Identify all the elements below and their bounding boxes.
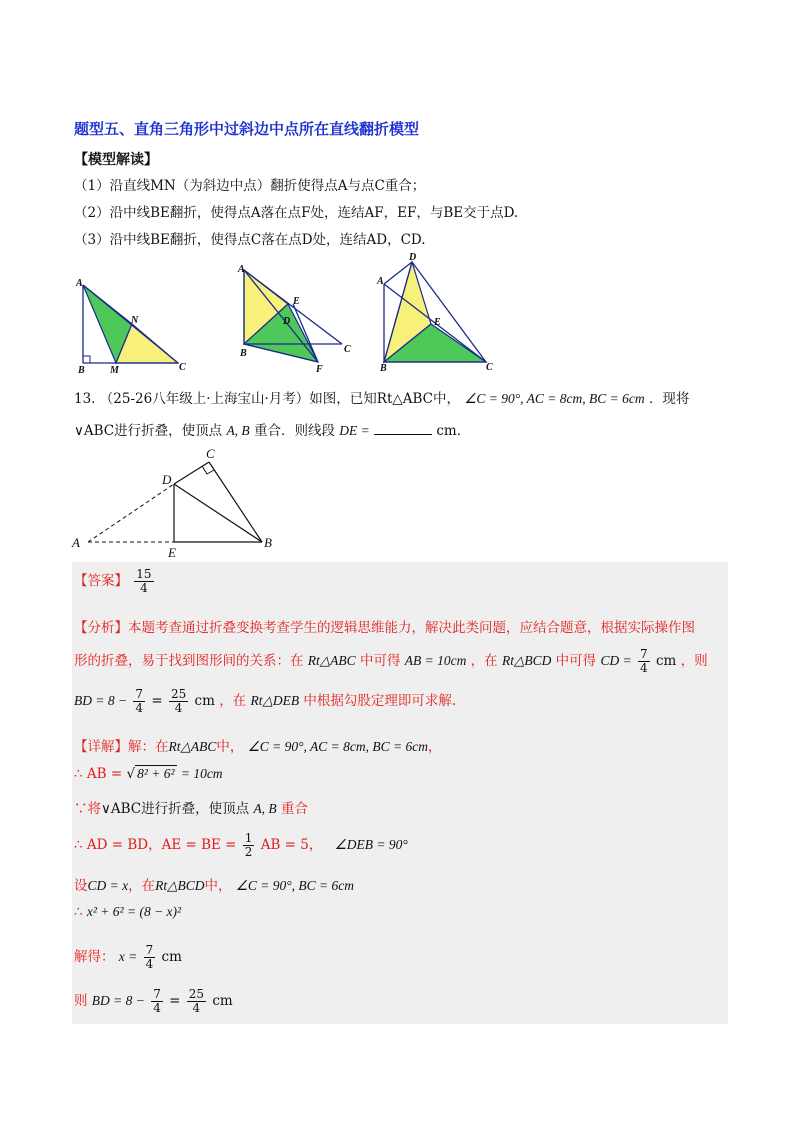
model-header: 【模型解读】 xyxy=(74,152,158,168)
analysis-line-2: 形的折叠，易于找到图形间的关系：在 Rt△ABC 中可得 AB = 10cm ，在 Rt△BCD 中可得 CD = $\frac{7}{4}$ cm ，则 xyxy=(74,647,708,676)
problem-text-a: ∨ABC进行折叠，使顶点 xyxy=(74,423,223,439)
answer-fraction: $\frac{15}{4}$ xyxy=(136,567,152,596)
detail-line-2: ∴ AB = √ 8² + 6² = 10cm xyxy=(74,766,223,782)
answer-tag: 【答案】 xyxy=(74,573,128,590)
answer-blank xyxy=(374,422,432,435)
label-B: B xyxy=(264,535,272,550)
problem-text-b: A, B xyxy=(226,423,250,438)
label-A: A xyxy=(377,276,384,287)
analysis-tag: 【分析】 xyxy=(74,620,128,636)
problem-source: （25-26八年级上·上海宝山·月考）如图，已知Rt△ABC中， xyxy=(99,391,461,407)
label-F: F xyxy=(316,364,323,372)
label-M: M xyxy=(110,365,119,374)
problem-number: 13. xyxy=(74,391,96,407)
label-D: D xyxy=(409,252,417,263)
label-E: E xyxy=(168,545,176,560)
problem-figure xyxy=(66,444,286,560)
figure-3 xyxy=(376,252,502,372)
problem-line-1 xyxy=(74,387,689,407)
label-D: D xyxy=(283,316,291,327)
label-B: B xyxy=(78,365,85,374)
label-C: C xyxy=(179,362,186,373)
section-title: 题型五、直角三角形中过斜边中点所在直线翻折模型 xyxy=(74,120,420,138)
label-C: C xyxy=(344,344,351,355)
detail-line-7: 解得： x = $\frac{7}{4}$ cm xyxy=(74,943,182,972)
label-E: E xyxy=(434,317,441,328)
detail-line-3: ∵将∨ABC进行折叠，使顶点 A, B 重合 xyxy=(74,801,308,817)
label-D: D xyxy=(162,472,172,487)
label-A: A xyxy=(72,535,80,550)
problem-line-2 xyxy=(74,419,470,439)
model-item-2: （2）沿中线BE翻折，使得点A落在点F处，连结AF，EF，与BE交于点D. xyxy=(74,205,519,221)
detail-tag: 【详解】 xyxy=(74,739,128,755)
problem-condition: ∠C = 90°, AC = 8cm, BC = 6cm xyxy=(464,391,645,406)
model-item-3: （3）沿中线BE翻折，使得点C落在点D处，连结AD，CD. xyxy=(74,232,426,248)
figure-2 xyxy=(236,262,358,372)
model-item-1: （1）沿直线MN（为斜边中点）翻折使得点A与点C重合； xyxy=(74,178,426,194)
problem-text-d: DE = xyxy=(339,423,370,438)
label-C: C xyxy=(486,362,493,372)
detail-line-8: 则 BD = 8 − $\frac{7}{4}$ = $\frac{25}{4}$ cm xyxy=(74,987,233,1016)
label-C: C xyxy=(206,446,215,461)
detail-line-1: 【详解】解：在Rt△ABC中， ∠C = 90°, AC = 8cm, BC = 6cm， xyxy=(74,739,442,755)
label-E: E xyxy=(293,296,300,307)
detail-line-6: ∴ x² + 6² = (8 − x)² xyxy=(74,904,182,920)
problem-text-c: 重合．则线段 xyxy=(253,423,335,439)
label-N: N xyxy=(131,315,139,326)
problem-tail: ．现将 xyxy=(648,391,690,407)
detail-line-5: 设CD = x，在Rt△BCD中， ∠C = 90°, BC = 6cm xyxy=(74,878,355,894)
label-A: A xyxy=(76,278,83,289)
label-B: B xyxy=(380,363,387,372)
answer-line xyxy=(74,568,156,595)
detail-line-4: ∴ AD = BD，AE = BE = $\frac{1}{2}$ AB = 5， ∠DEB = 90° xyxy=(74,831,408,860)
analysis-line-3: BD = 8 − $\frac{7}{4}$ = $\frac{25}{4}$ cm ，在 Rt△DEB 中根据勾股定理即可求解. xyxy=(74,687,457,716)
analysis-line-1: 【分析】本题考查通过折叠变换考查学生的逻辑思维能力，解决此类问题，应结合题意，根据实际操作图 xyxy=(74,620,695,636)
figure-1 xyxy=(74,274,194,374)
label-B: B xyxy=(240,348,247,359)
label-A: A xyxy=(238,264,245,275)
problem-text-e: cm． xyxy=(436,423,471,439)
